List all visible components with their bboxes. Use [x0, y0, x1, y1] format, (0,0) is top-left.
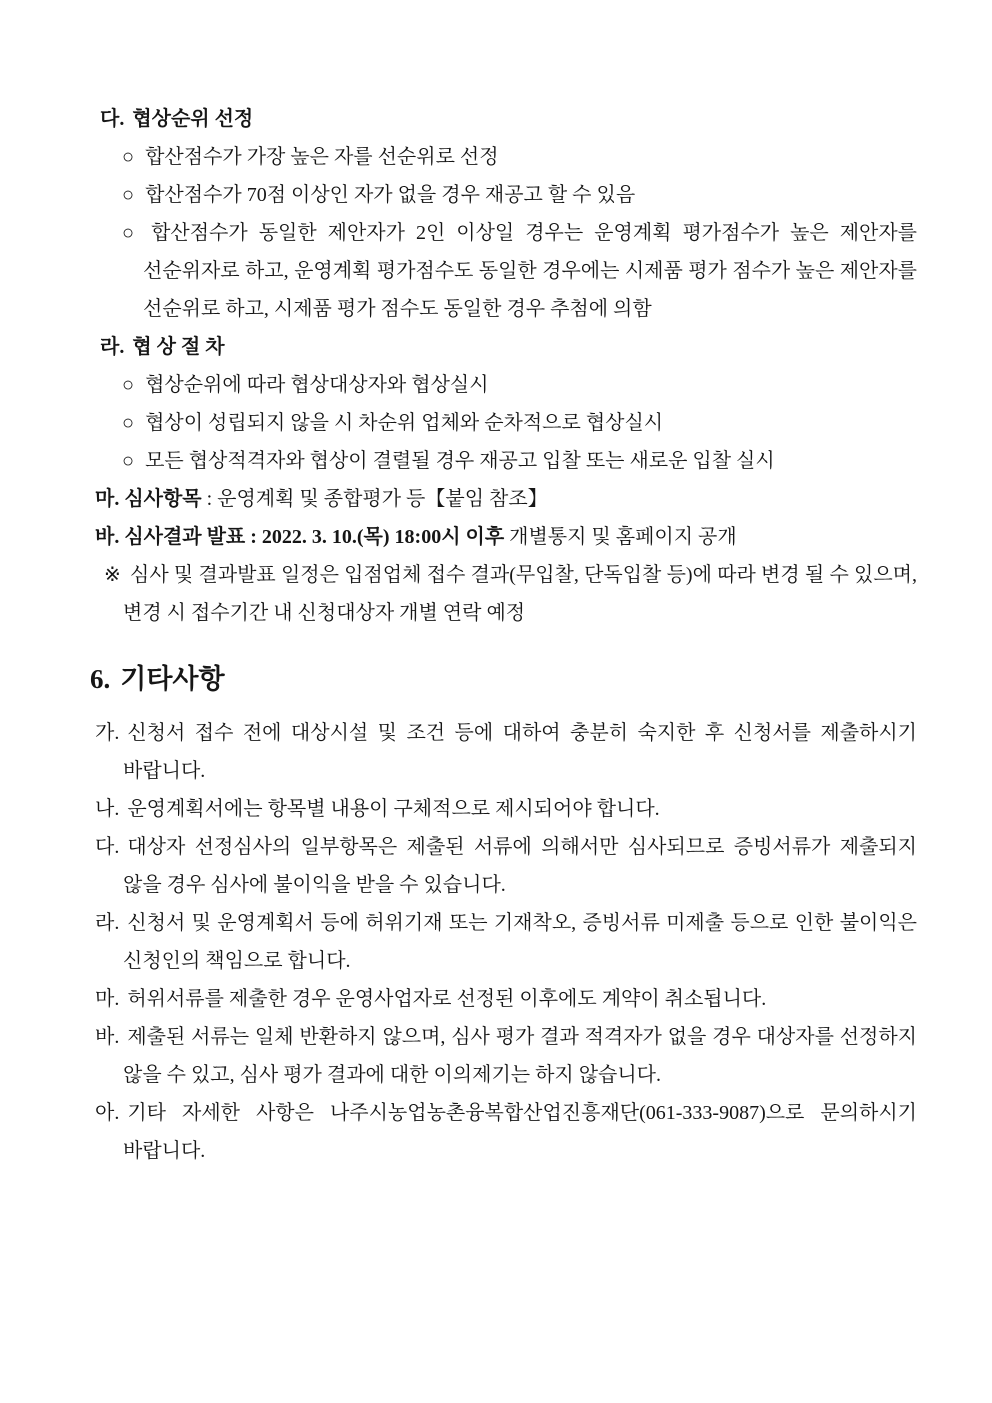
heading-title: 협상순위 선정: [132, 108, 254, 130]
bullet-item: [95, 138, 917, 176]
etc-item-label: 아.: [95, 1102, 120, 1124]
bullet-item: [95, 442, 917, 480]
bullet-text: 합산점수가 70점 이상인 자가 없을 경우 재공고 할 수 있음: [145, 184, 636, 206]
heading-label: 다.: [100, 108, 125, 130]
etc-item: [95, 980, 917, 1018]
etc-item: [95, 1018, 917, 1094]
review-result-text: 개별통지 및 홈페이지 공개: [504, 526, 737, 548]
circle-bullet-icon: ○: [122, 184, 135, 206]
etc-item: [95, 904, 917, 980]
bullet-item: [95, 404, 917, 442]
line-review-items: [95, 480, 917, 518]
document-content: [90, 100, 917, 1170]
bullet-text: 모든 협상적격자와 협상이 결렬될 경우 재공고 입찰 또는 새로운 입찰 실시: [145, 450, 775, 472]
heading-nego-proc: [95, 328, 917, 366]
review-items-bracket: 【붙임 참조】: [425, 488, 548, 510]
etc-item: [95, 790, 917, 828]
etc-item-text: 신청서 접수 전에 대상시설 및 조건 등에 대하여 충분히 숙지한 후 신청서를 제출하시기 바랍니다.: [123, 722, 917, 782]
note-marker-icon: ※: [104, 564, 121, 586]
etc-item-label: 나.: [95, 798, 120, 820]
etc-item: [95, 828, 917, 904]
etc-item: [95, 1094, 917, 1170]
circle-bullet-icon: ○: [122, 222, 141, 244]
bullet-text: 협상순위에 따라 협상대상자와 협상실시: [145, 374, 489, 396]
bullet-text: 협상이 성립되지 않을 시 차순위 업체와 순차적으로 협상실시: [145, 412, 664, 434]
circle-bullet-icon: ○: [122, 412, 135, 434]
review-items-text: : 운영계획 및 종합평가 등: [201, 488, 426, 510]
heading-title: 협 상 절 차: [132, 336, 225, 358]
section-title-etc: [90, 656, 917, 702]
line-review-result: [95, 518, 917, 556]
etc-item-label: 가.: [95, 722, 120, 744]
etc-item-text: 기타 자세한 사항은 나주시농업농촌융복합산업진흥재단(061-333-9087)으로 문의하시기 바랍니다.: [123, 1102, 917, 1162]
bullet-item: [95, 214, 917, 328]
etc-item-text: 대상자 선정심사의 일부항목은 제출된 서류에 의해서만 심사되므로 증빙서류가 제출되지 않을 경우 심사에 불이익을 받을 수 있습니다.: [123, 836, 917, 896]
etc-item-label: 다.: [95, 836, 120, 858]
section-title-text: 기타사항: [120, 664, 225, 694]
etc-item: [95, 714, 917, 790]
circle-bullet-icon: ○: [122, 374, 135, 396]
etc-item-text: 제출된 서류는 일체 반환하지 않으며, 심사 평가 결과 적격자가 없을 경우 대상자를 선정하지 않을 수 있고, 심사 평가 결과에 대한 이의제기는 하지 않습니다.: [123, 1026, 917, 1086]
etc-item-text: 운영계획서에는 항목별 내용이 구체적으로 제시되어야 합니다.: [127, 798, 660, 820]
etc-item-text: 신청서 및 운영계획서 등에 허위기재 또는 기재착오, 증빙서류 미제출 등으로 인한 불이익은 신청인의 책임으로 합니다.: [123, 912, 917, 972]
etc-item-label: 마.: [95, 988, 120, 1010]
heading-label: 라.: [100, 336, 125, 358]
etc-item-label: 바.: [95, 1026, 120, 1048]
bullet-item: [95, 366, 917, 404]
note-line: [95, 556, 917, 632]
circle-bullet-icon: ○: [122, 146, 135, 168]
bullet-text: 합산점수가 동일한 제안자가 2인 이상일 경우는 운영계획 평가점수가 높은 제안자를 선순위자로 하고, 운영계획 평가점수도 동일한 경우에는 시제품 평가 점수가 높은 제안자를 선순위로 하고, 시제품 평가 점수도 동일한 경우 추첨에 의함: [143, 222, 917, 320]
circle-bullet-icon: ○: [122, 450, 135, 472]
etc-item-text: 허위서류를 제출한 경우 운영사업자로 선정된 이후에도 계약이 취소됩니다.: [127, 988, 767, 1010]
bullet-item: [95, 176, 917, 214]
note-text: 심사 및 결과발표 일정은 입점업체 접수 결과(무입찰, 단독입찰 등)에 따라 변경 될 수 있으며, 변경 시 접수기간 내 신청대상자 개별 연락 예정: [123, 564, 917, 624]
bullet-text: 합산점수가 가장 높은 자를 선순위로 선정: [145, 146, 499, 168]
heading-nego-rank: [95, 100, 917, 138]
section-number: 6.: [90, 664, 111, 694]
review-items-bold: 마. 심사항목: [95, 488, 202, 510]
review-result-bold: 바. 심사결과 발표 : 2022. 3. 10.(목) 18:00시 이후: [95, 526, 505, 548]
etc-item-label: 라.: [95, 912, 120, 934]
